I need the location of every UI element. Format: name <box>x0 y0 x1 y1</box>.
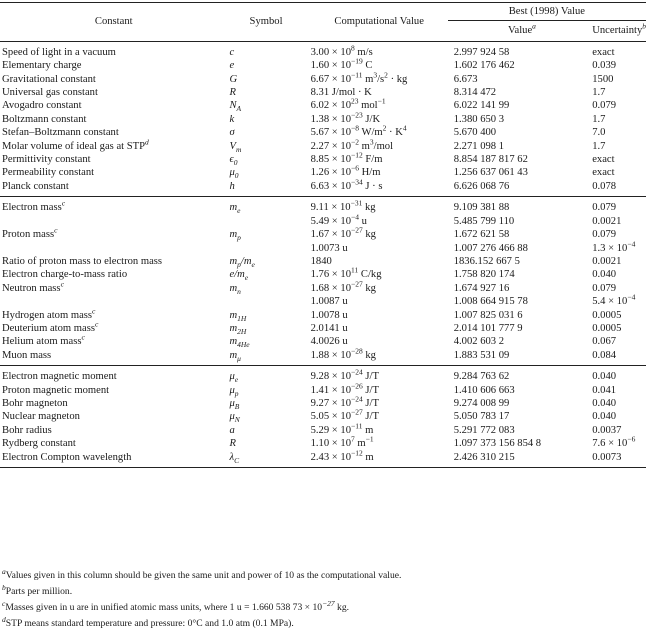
uncertainty: 0.0005 <box>592 309 622 321</box>
table-row <box>0 255 646 268</box>
constant-name: Hydrogen atom mass$^c$ <box>2 306 96 321</box>
best-value: 1.380 650 3 <box>453 113 505 125</box>
table-row <box>0 126 646 139</box>
computational-value: $9.11 \times 10^{-31}$ kg <box>303 197 448 215</box>
symbol: h <box>229 180 235 192</box>
table-row <box>0 397 646 410</box>
constant-name: Electron mass$^c$ <box>0 197 225 215</box>
symbol: e <box>229 60 235 72</box>
table-row <box>0 410 646 423</box>
computational-value: $9.27 \times 10^{-24}$ J/T <box>310 394 379 409</box>
constant-name: Speed of light in a vacuum <box>0 41 225 59</box>
uncertainty: 0.0037 <box>592 424 622 436</box>
table-row <box>0 384 646 397</box>
symbol: $N_A$ <box>229 100 242 114</box>
best-value: 9.109 381 88 <box>448 197 591 215</box>
constant-name: Avogadro constant <box>2 100 82 112</box>
table-row <box>0 41 646 59</box>
constant-name: Boltzmann constant <box>2 113 87 125</box>
symbol: σ <box>229 127 235 139</box>
symbol: $V_m$ <box>229 140 242 154</box>
constant-name: Nuclear magneton <box>2 411 80 423</box>
best-value: 1.007 276 466 88 <box>453 242 528 254</box>
constant-name: Bohr radius <box>2 424 52 436</box>
best-value: 6.022 141 99 <box>453 100 510 112</box>
uncertainty: exact <box>592 154 615 166</box>
symbol: $m_{2H}$ <box>229 322 247 337</box>
uncertainty: 0.040 <box>592 397 617 409</box>
table-row <box>0 322 646 335</box>
constant-name: Planck constant <box>2 180 69 192</box>
footnote-mark: a <box>2 566 6 576</box>
uncertainty: 0.079 <box>592 282 617 294</box>
computational-value: $1.67 \times 10^{-27}$ kg <box>310 225 376 241</box>
uncertainty: exact <box>590 41 646 59</box>
uncertainty: 0.040 <box>590 366 646 384</box>
constant-name <box>0 295 225 308</box>
constant-name: Rydberg constant <box>2 438 76 450</box>
symbol: k <box>229 113 235 125</box>
best-value: 1836.152 667 5 <box>453 255 520 267</box>
col-computational-header: Computational Value <box>303 3 448 42</box>
computational-value: $6.67 \times 10^{-11}$ $m^3/s^2$ · kg <box>310 70 408 85</box>
constant-name: Permeability constant <box>2 167 95 179</box>
symbol: $m_p$ <box>229 229 241 243</box>
uncertainty: $1.3 \times 10^{-4}$ <box>592 238 636 254</box>
best-value: 4.002 603 2 <box>453 336 505 348</box>
computational-value: $2.43 \times 10^{-12}$ m <box>303 451 448 468</box>
uncertainty: 0.078 <box>592 180 617 192</box>
footnote <box>2 566 642 581</box>
col-symbol-header: Symbol <box>225 3 302 42</box>
col-constant-header: Constant <box>0 3 225 42</box>
best-value: 1.602 176 462 <box>453 60 515 72</box>
best-value: 1.758 820 174 <box>453 269 515 281</box>
table-row <box>0 295 646 308</box>
constant-name: Helium atom mass$^c$ <box>2 332 85 348</box>
symbol: $\lambda_C$ <box>225 451 302 468</box>
uncertainty: 1500 <box>592 73 614 85</box>
table-row <box>0 59 646 72</box>
uncertainty: 1.7 <box>592 87 606 99</box>
computational-value: 1.0078 u <box>310 309 348 321</box>
symbol: $m_p/m_e$ <box>229 255 255 270</box>
uncertainty: 0.067 <box>592 336 617 348</box>
best-value: 5.291 772 083 <box>453 424 515 436</box>
constant-name: Electron charge-to-mass ratio <box>2 269 128 281</box>
computational-value: $1.26 \times 10^{-6}$ H/m <box>310 163 381 179</box>
constant-name: Gravitational constant <box>2 73 96 85</box>
constant-name: Bohr magneton <box>2 397 68 409</box>
computational-value: $3.00 \times 10^8$ m/s <box>303 41 448 59</box>
symbol: R <box>229 438 236 450</box>
table-row <box>0 215 646 228</box>
table-row <box>0 153 646 166</box>
physical-constants-table <box>0 2 646 468</box>
table-row <box>0 99 646 112</box>
table-row <box>0 437 646 450</box>
constant-name: Stefan–Boltzmann constant <box>2 127 119 139</box>
uncertainty: 0.0005 <box>592 322 622 334</box>
constant-name: Electron magnetic moment <box>0 366 225 384</box>
footnote <box>2 614 642 629</box>
table-row <box>0 180 646 197</box>
footnote-mark: d <box>2 614 6 624</box>
best-value: 9.274 008 99 <box>453 397 510 409</box>
best-value: 2.997 924 58 <box>448 41 591 59</box>
uncertainty: 0.079 <box>592 229 617 241</box>
col-uncertainty-header <box>590 21 646 41</box>
symbol: $e/m_e$ <box>229 269 249 283</box>
symbol: $\mu_p$ <box>229 384 239 398</box>
computational-value: 4.0026 u <box>310 336 348 348</box>
uncertainty-header-mark: b <box>642 21 646 31</box>
table-row <box>0 268 646 281</box>
constant-name: Ratio of proton mass to electron mass <box>2 255 163 267</box>
table-row <box>0 349 646 366</box>
computational-value: 2.0141 u <box>310 322 348 334</box>
constant-name: Elementary charge <box>2 60 82 72</box>
symbol: $m_\mu$ <box>229 349 241 363</box>
constant-name <box>0 215 225 228</box>
uncertainty: exact <box>592 167 615 179</box>
table-row <box>0 282 646 295</box>
uncertainty: 1.7 <box>592 140 606 152</box>
symbol: G <box>229 73 238 85</box>
computational-value: $8.85 \times 10^{-12}$ F/m <box>310 150 383 166</box>
col-value-header <box>448 21 591 41</box>
best-value: 5.050 783 17 <box>453 411 510 423</box>
uncertainty: 0.0073 <box>590 451 646 468</box>
uncertainty: $7.6 \times 10^{-6}$ <box>592 434 636 450</box>
table-row <box>0 197 646 215</box>
uncertainty-header-label: Uncertainty <box>592 25 643 37</box>
constant-name: Deuterium atom mass$^c$ <box>2 319 99 334</box>
table-row <box>0 73 646 86</box>
computational-value: $2.27 \times 10^{-2}$ $m^3$/mol <box>310 137 394 152</box>
col-best-header: Best (1998) Value <box>448 3 646 21</box>
constant-name: Neutron mass$^c$ <box>2 279 64 294</box>
computational-value: $5.67 \times 10^{-8}$ $W/m^2 \cdot K^4$ <box>310 123 407 139</box>
footnote <box>2 582 642 597</box>
best-value: 5.485 799 110 <box>453 215 515 227</box>
symbol: a <box>229 424 235 436</box>
computational-value: $1.68 \times 10^{-27}$ kg <box>310 279 376 294</box>
computational-value: 1.0073 u <box>310 242 348 254</box>
header-row-top <box>0 3 646 21</box>
footnote-text: Parts per million. <box>5 586 73 597</box>
value-header-label: Value <box>508 25 533 37</box>
footnote-text: Masses given in u are in unified atomic mass units, where 1 u = 1.660 538 $73 \times 10^{-27}$ kg. <box>5 598 350 613</box>
uncertainty: 0.040 <box>592 411 617 423</box>
uncertainty: 0.040 <box>592 269 617 281</box>
uncertainty: 7.0 <box>592 127 606 139</box>
table-body <box>0 41 646 467</box>
symbol <box>225 242 302 255</box>
best-value: 1.883 531 09 <box>453 349 510 361</box>
best-value: 2.014 101 777 9 <box>453 322 523 334</box>
footnote <box>2 598 642 613</box>
footnote-text: Values given in this column should be given the same unit and power of 10 as the computational value. <box>5 570 402 581</box>
best-value: 6.673 <box>453 73 478 85</box>
table-row <box>0 242 646 255</box>
symbol: $\mu_N$ <box>229 411 240 425</box>
computational-value: $5.05 \times 10^{-27}$ J/T <box>310 407 379 423</box>
computational-value: $1.88 \times 10^{-28}$ kg <box>310 346 376 361</box>
constant-name: Proton magnetic moment <box>2 384 110 396</box>
computational-value: $1.41 \times 10^{-26}$ J/T <box>310 381 379 396</box>
constant-name: Permittivity constant <box>2 154 91 166</box>
uncertainty: 1.7 <box>592 113 606 125</box>
best-value: 1.008 664 915 78 <box>453 296 528 308</box>
uncertainty: 0.079 <box>592 100 617 112</box>
symbol <box>225 295 302 308</box>
uncertainty: 0.084 <box>592 349 617 361</box>
constant-name: Electron Compton wavelength <box>0 451 225 468</box>
symbol: $m_{1H}$ <box>229 309 247 323</box>
table-row <box>0 86 646 99</box>
best-value: 8.314 472 <box>453 87 497 99</box>
table-row <box>0 335 646 348</box>
symbol: $\mu_B$ <box>229 397 240 412</box>
symbol <box>225 215 302 228</box>
symbol: $\mu_e$ <box>225 366 302 384</box>
uncertainty: 0.039 <box>592 60 617 72</box>
symbol: $m_n$ <box>229 282 241 296</box>
footnotes <box>2 566 642 634</box>
uncertainty: $5.4 \times 10^{-4}$ <box>592 292 636 308</box>
constant-name <box>0 242 225 255</box>
computational-value: 1840 <box>310 255 332 267</box>
symbol: $m_e$ <box>225 197 302 215</box>
computational-value: $1.38 \times 10^{-23}$ J/K <box>310 110 381 125</box>
symbol: R <box>229 87 236 99</box>
best-value: 1.410 606 663 <box>453 384 515 396</box>
symbol: $m_{4He}$ <box>229 336 250 350</box>
table-row <box>0 424 646 437</box>
computational-value: $1.76 \times 10^{11}$ C/kg <box>310 265 382 281</box>
best-value: 1.672 621 58 <box>453 229 510 241</box>
symbol: $\mu_0$ <box>229 167 239 181</box>
best-value: 1.007 825 031 6 <box>453 309 523 321</box>
best-value: 1.674 927 16 <box>453 282 510 294</box>
uncertainty: 0.0021 <box>592 255 622 267</box>
value-header-mark: a <box>532 21 536 31</box>
best-value: 2.271 098 1 <box>453 140 505 152</box>
footnote-mark: c <box>2 598 6 608</box>
table-row <box>0 366 646 384</box>
uncertainty: 0.079 <box>590 197 646 215</box>
table-row <box>0 228 646 241</box>
table-row <box>0 166 646 179</box>
table-row <box>0 451 646 468</box>
computational-value: 8.31 J/mol · K <box>310 87 372 99</box>
computational-value: $1.60 \times 10^{-19}$ C <box>310 56 373 72</box>
computational-value: $9.28 \times 10^{-24}$ J/T <box>303 366 448 384</box>
best-value: 1.097 373 156 854 8 <box>453 438 542 450</box>
constant-name: Molar volume of ideal gas at STP$^d$ <box>2 137 149 152</box>
footnote-mark: b <box>2 582 6 592</box>
symbol: $\epsilon_0$ <box>229 154 238 168</box>
constant-name: Universal gas constant <box>2 87 98 99</box>
footnote-text: STP means standard temperature and pressure: 0°C and 1.0 atm (0.1 MPa). <box>5 618 294 629</box>
symbol: c <box>225 41 302 59</box>
best-value: 2.426 310 215 <box>448 451 591 468</box>
computational-value: 1.0087 u <box>310 296 348 308</box>
best-value: 6.626 068 76 <box>453 180 510 192</box>
best-value: 5.670 400 <box>453 127 497 139</box>
computational-value: $5.29 \times 10^{-11}$ m <box>310 421 374 436</box>
table-row <box>0 113 646 126</box>
computational-value: $6.63 \times 10^{-34}$ J · s <box>310 177 383 192</box>
constant-name: Muon mass <box>2 349 52 361</box>
uncertainty: 0.0021 <box>592 215 622 227</box>
constant-name: Proton mass$^c$ <box>2 225 58 241</box>
computational-value: $1.10 \times 10^7$ $m^{-1}$ <box>310 434 374 450</box>
computational-value: $6.02 \times 10^{23}$ mol$^{-1}$ <box>310 96 386 112</box>
best-value: 1.256 637 061 43 <box>453 167 528 179</box>
uncertainty: 0.041 <box>592 384 617 396</box>
best-value: 9.284 763 62 <box>448 366 591 384</box>
best-value: 8.854 187 817 62 <box>453 154 528 166</box>
table-row <box>0 140 646 153</box>
computational-value: $5.49 \times 10^{-4}$ u <box>310 212 367 227</box>
